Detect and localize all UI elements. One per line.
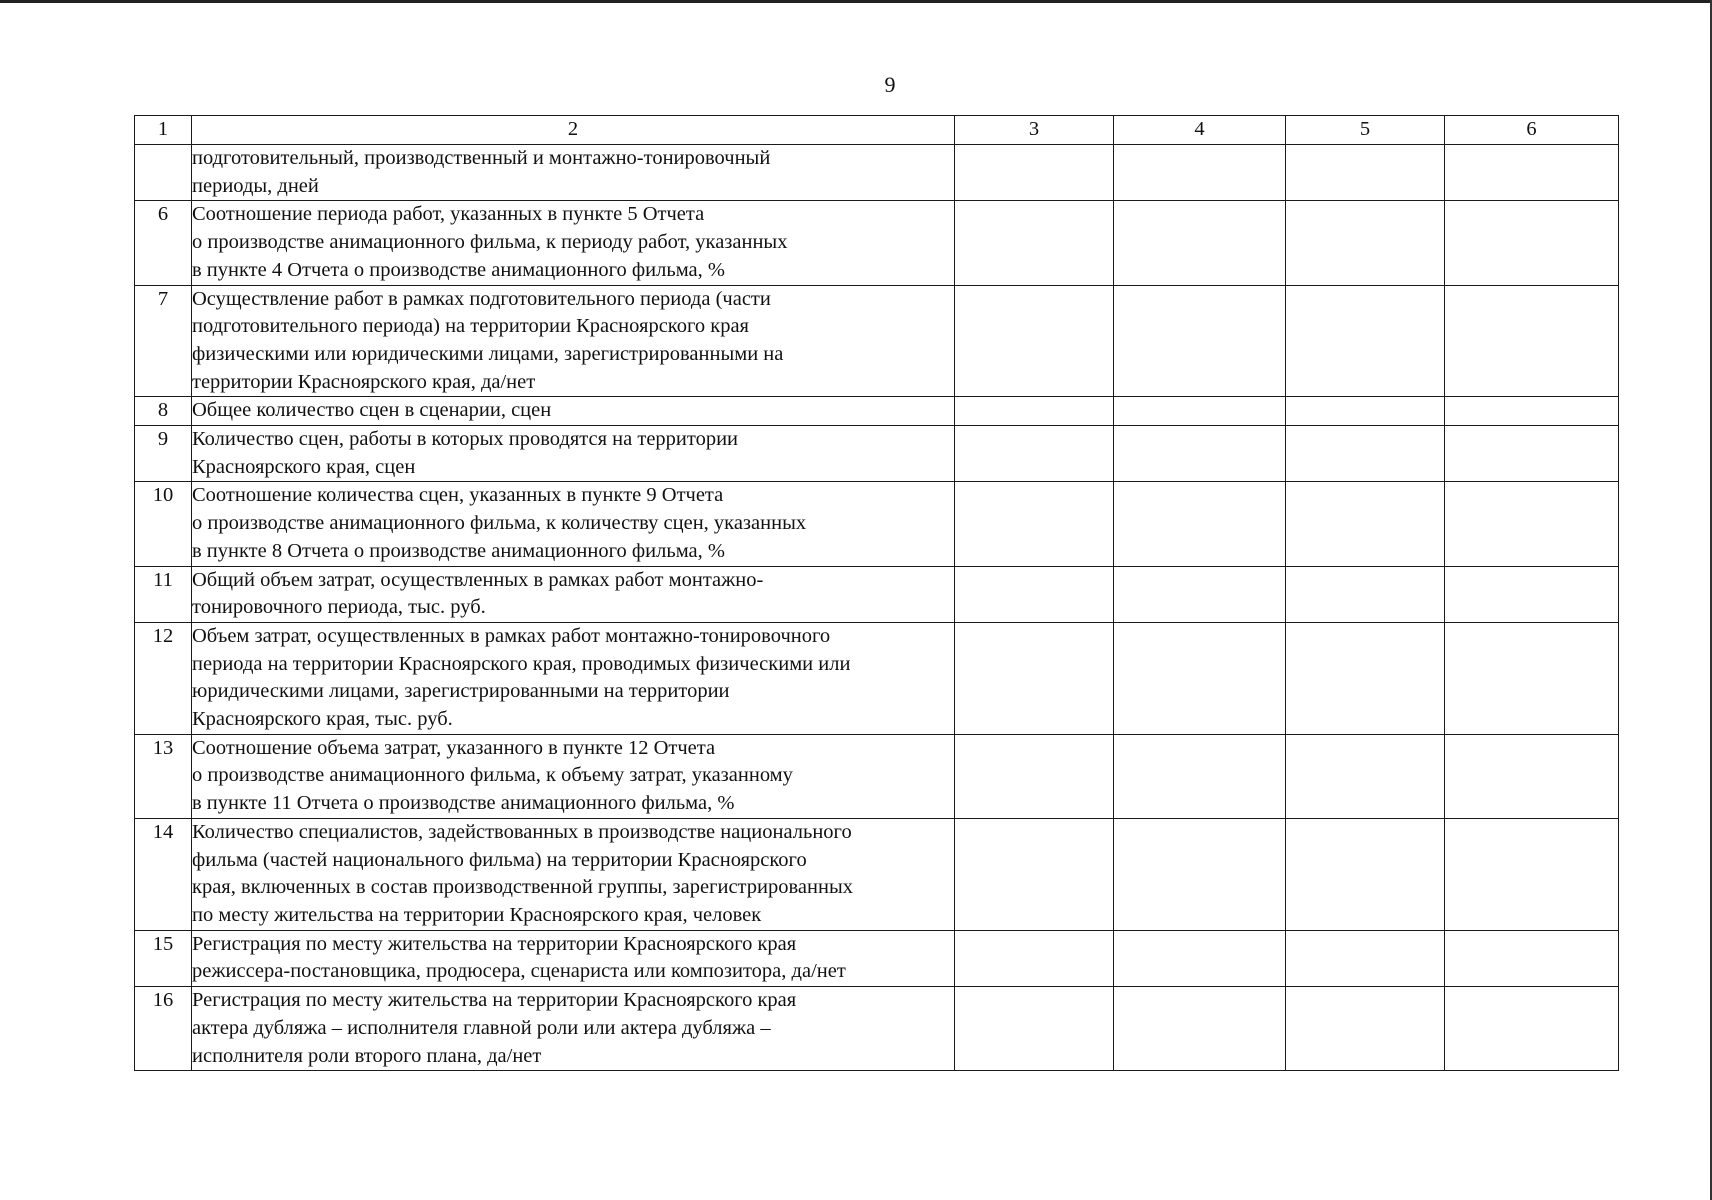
value-cell-col-6 [1445, 145, 1619, 201]
row-indicator-text [192, 285, 955, 397]
row-number [135, 145, 192, 201]
value-cell-col-6 [1445, 622, 1619, 734]
indicator-text-line: территории Красноярского края, да/нет [192, 370, 536, 393]
table-row [135, 482, 1619, 566]
value-cell-col-5 [1286, 930, 1445, 986]
header-row [135, 116, 1619, 145]
row-indicator-text [192, 397, 955, 426]
indicator-text-line: о производстве анимационного фильма, к периоду работ, указанных [192, 231, 788, 254]
value-cell-col-3 [955, 734, 1114, 818]
value-cell-col-5 [1286, 397, 1445, 426]
value-cell-col-4 [1114, 201, 1286, 285]
value-cell-col-4 [1114, 566, 1286, 622]
value-cell-col-3 [955, 482, 1114, 566]
row-indicator-text [192, 201, 955, 285]
value-cell-col-4 [1114, 734, 1286, 818]
header-col-4: 4 [1114, 116, 1286, 145]
row-number: 6 [135, 201, 192, 285]
scan-edge-top [0, 0, 1712, 3]
value-cell-col-5 [1286, 285, 1445, 397]
value-cell-col-3 [955, 285, 1114, 397]
table-row [135, 566, 1619, 622]
table-row [135, 987, 1619, 1071]
value-cell-col-6 [1445, 397, 1619, 426]
value-cell-col-4 [1114, 145, 1286, 201]
value-cell-col-3 [955, 397, 1114, 426]
value-cell-col-6 [1445, 734, 1619, 818]
table-row [135, 734, 1619, 818]
value-cell-col-5 [1286, 426, 1445, 482]
value-cell-col-6 [1445, 201, 1619, 285]
indicator-text-line: края, включенных в состав производственной группы, зарегистрированных [192, 876, 853, 899]
table-row [135, 622, 1619, 734]
indicator-text-line: юридическими лицами, зарегистрированными на территории [192, 680, 730, 703]
row-indicator-text [192, 145, 955, 201]
row-number: 7 [135, 285, 192, 397]
row-number: 9 [135, 426, 192, 482]
value-cell-col-3 [955, 987, 1114, 1071]
header-col-2: 2 [192, 116, 955, 145]
indicator-text-line: Регистрация по месту жительства на территории Красноярского края [192, 932, 797, 955]
row-indicator-text [192, 426, 955, 482]
table-row [135, 818, 1619, 930]
indicator-text-line: в пункте 4 Отчета о производстве анимационного фильма, % [192, 258, 725, 281]
indicator-text-line: исполнителя роли второго плана, да/нет [192, 1044, 542, 1067]
indicator-text-line: в пункте 8 Отчета о производстве анимационного фильма, % [192, 539, 725, 562]
row-indicator-text [192, 818, 955, 930]
indicator-text-line: Регистрация по месту жительства на территории Красноярского края [192, 989, 797, 1012]
value-cell-col-6 [1445, 566, 1619, 622]
row-number: 13 [135, 734, 192, 818]
indicator-text-line: тонировочного периода, тыс. руб. [192, 596, 486, 619]
indicator-text-line: подготовительный, производственный и монтажно-тонировочный [192, 147, 771, 169]
value-cell-col-5 [1286, 145, 1445, 201]
indicator-text-line: актера дубляжа – исполнителя главной роли или актера дубляжа – [192, 1016, 771, 1039]
value-cell-col-6 [1445, 426, 1619, 482]
row-indicator-text [192, 566, 955, 622]
indicator-text-line: физическими или юридическими лицами, зарегистрированными на [192, 342, 784, 365]
value-cell-col-4 [1114, 285, 1286, 397]
header-col-3: 3 [955, 116, 1114, 145]
indicator-text-line: режиссера-постановщика, продюсера, сценариста или композитора, да/нет [192, 960, 846, 983]
value-cell-col-4 [1114, 426, 1286, 482]
row-number: 10 [135, 482, 192, 566]
value-cell-col-5 [1286, 622, 1445, 734]
value-cell-col-3 [955, 201, 1114, 285]
row-number: 16 [135, 987, 192, 1071]
value-cell-col-3 [955, 930, 1114, 986]
indicator-text-line: Осуществление работ в рамках подготовительного периода (части [192, 287, 771, 310]
report-table [134, 115, 1619, 1071]
indicator-text-line: Общий объем затрат, осуществленных в рамках работ монтажно- [192, 568, 764, 591]
value-cell-col-5 [1286, 818, 1445, 930]
value-cell-col-4 [1114, 987, 1286, 1071]
value-cell-col-6 [1445, 930, 1619, 986]
value-cell-col-3 [955, 426, 1114, 482]
table-row [135, 426, 1619, 482]
indicator-text-line: периода на территории Красноярского края, проводимых физическими или [192, 652, 851, 675]
value-cell-col-5 [1286, 734, 1445, 818]
value-cell-col-6 [1445, 285, 1619, 397]
value-cell-col-6 [1445, 987, 1619, 1071]
value-cell-col-5 [1286, 201, 1445, 285]
indicator-text-line: о производстве анимационного фильма, к объему затрат, указанному [192, 764, 793, 787]
row-number: 14 [135, 818, 192, 930]
table-row [135, 285, 1619, 397]
value-cell-col-4 [1114, 930, 1286, 986]
value-cell-col-4 [1114, 622, 1286, 734]
indicator-text-line: Количество специалистов, задействованных в производстве национального [192, 820, 852, 843]
table-row [135, 397, 1619, 426]
indicator-text-line: Количество сцен, работы в которых проводятся на территории [192, 428, 739, 451]
row-indicator-text [192, 622, 955, 734]
indicator-text-line: Соотношение количества сцен, указанных в пункте 9 Отчета [192, 484, 724, 507]
table-row [135, 145, 1619, 201]
table-row [135, 201, 1619, 285]
indicator-text-line: Общее количество сцен в сценарии, сцен [192, 399, 552, 422]
table-row [135, 930, 1619, 986]
row-number: 12 [135, 622, 192, 734]
value-cell-col-3 [955, 145, 1114, 201]
indicator-text-line: Соотношение периода работ, указанных в пункте 5 Отчета [192, 203, 705, 226]
indicator-text-line: Объем затрат, осуществленных в рамках работ монтажно-тонировочного [192, 624, 831, 647]
indicator-text-line: о производстве анимационного фильма, к количеству сцен, указанных [192, 512, 807, 535]
page-number: 9 [884, 72, 896, 97]
row-number: 8 [135, 397, 192, 426]
indicator-text-line: подготовительного периода) на территории Красноярского края [192, 315, 749, 338]
indicator-text-line: периоды, дней [192, 174, 319, 197]
indicator-text-line: Соотношение объема затрат, указанного в пункте 12 Отчета [192, 736, 716, 759]
value-cell-col-4 [1114, 818, 1286, 930]
value-cell-col-6 [1445, 482, 1619, 566]
header-col-5: 5 [1286, 116, 1445, 145]
indicator-text-line: по месту жительства на территории Красноярского края, человек [192, 903, 762, 926]
table-body [135, 116, 1619, 1071]
value-cell-col-4 [1114, 397, 1286, 426]
indicator-text-line: Красноярского края, тыс. руб. [192, 708, 453, 731]
value-cell-col-3 [955, 566, 1114, 622]
value-cell-col-6 [1445, 818, 1619, 930]
row-number: 11 [135, 566, 192, 622]
row-number: 15 [135, 930, 192, 986]
row-indicator-text [192, 734, 955, 818]
row-indicator-text [192, 987, 955, 1071]
header-col-6: 6 [1445, 116, 1619, 145]
value-cell-col-5 [1286, 987, 1445, 1071]
value-cell-col-5 [1286, 482, 1445, 566]
indicator-text-line: в пункте 11 Отчета о производстве анимационного фильма, % [192, 792, 735, 815]
indicator-text-line: Красноярского края, сцен [192, 455, 416, 478]
row-indicator-text [192, 482, 955, 566]
value-cell-col-3 [955, 818, 1114, 930]
header-col-1: 1 [135, 116, 192, 145]
value-cell-col-3 [955, 622, 1114, 734]
indicator-text-line: фильма (частей национального фильма) на территории Красноярского [192, 848, 807, 871]
value-cell-col-5 [1286, 566, 1445, 622]
row-indicator-text [192, 930, 955, 986]
value-cell-col-4 [1114, 482, 1286, 566]
